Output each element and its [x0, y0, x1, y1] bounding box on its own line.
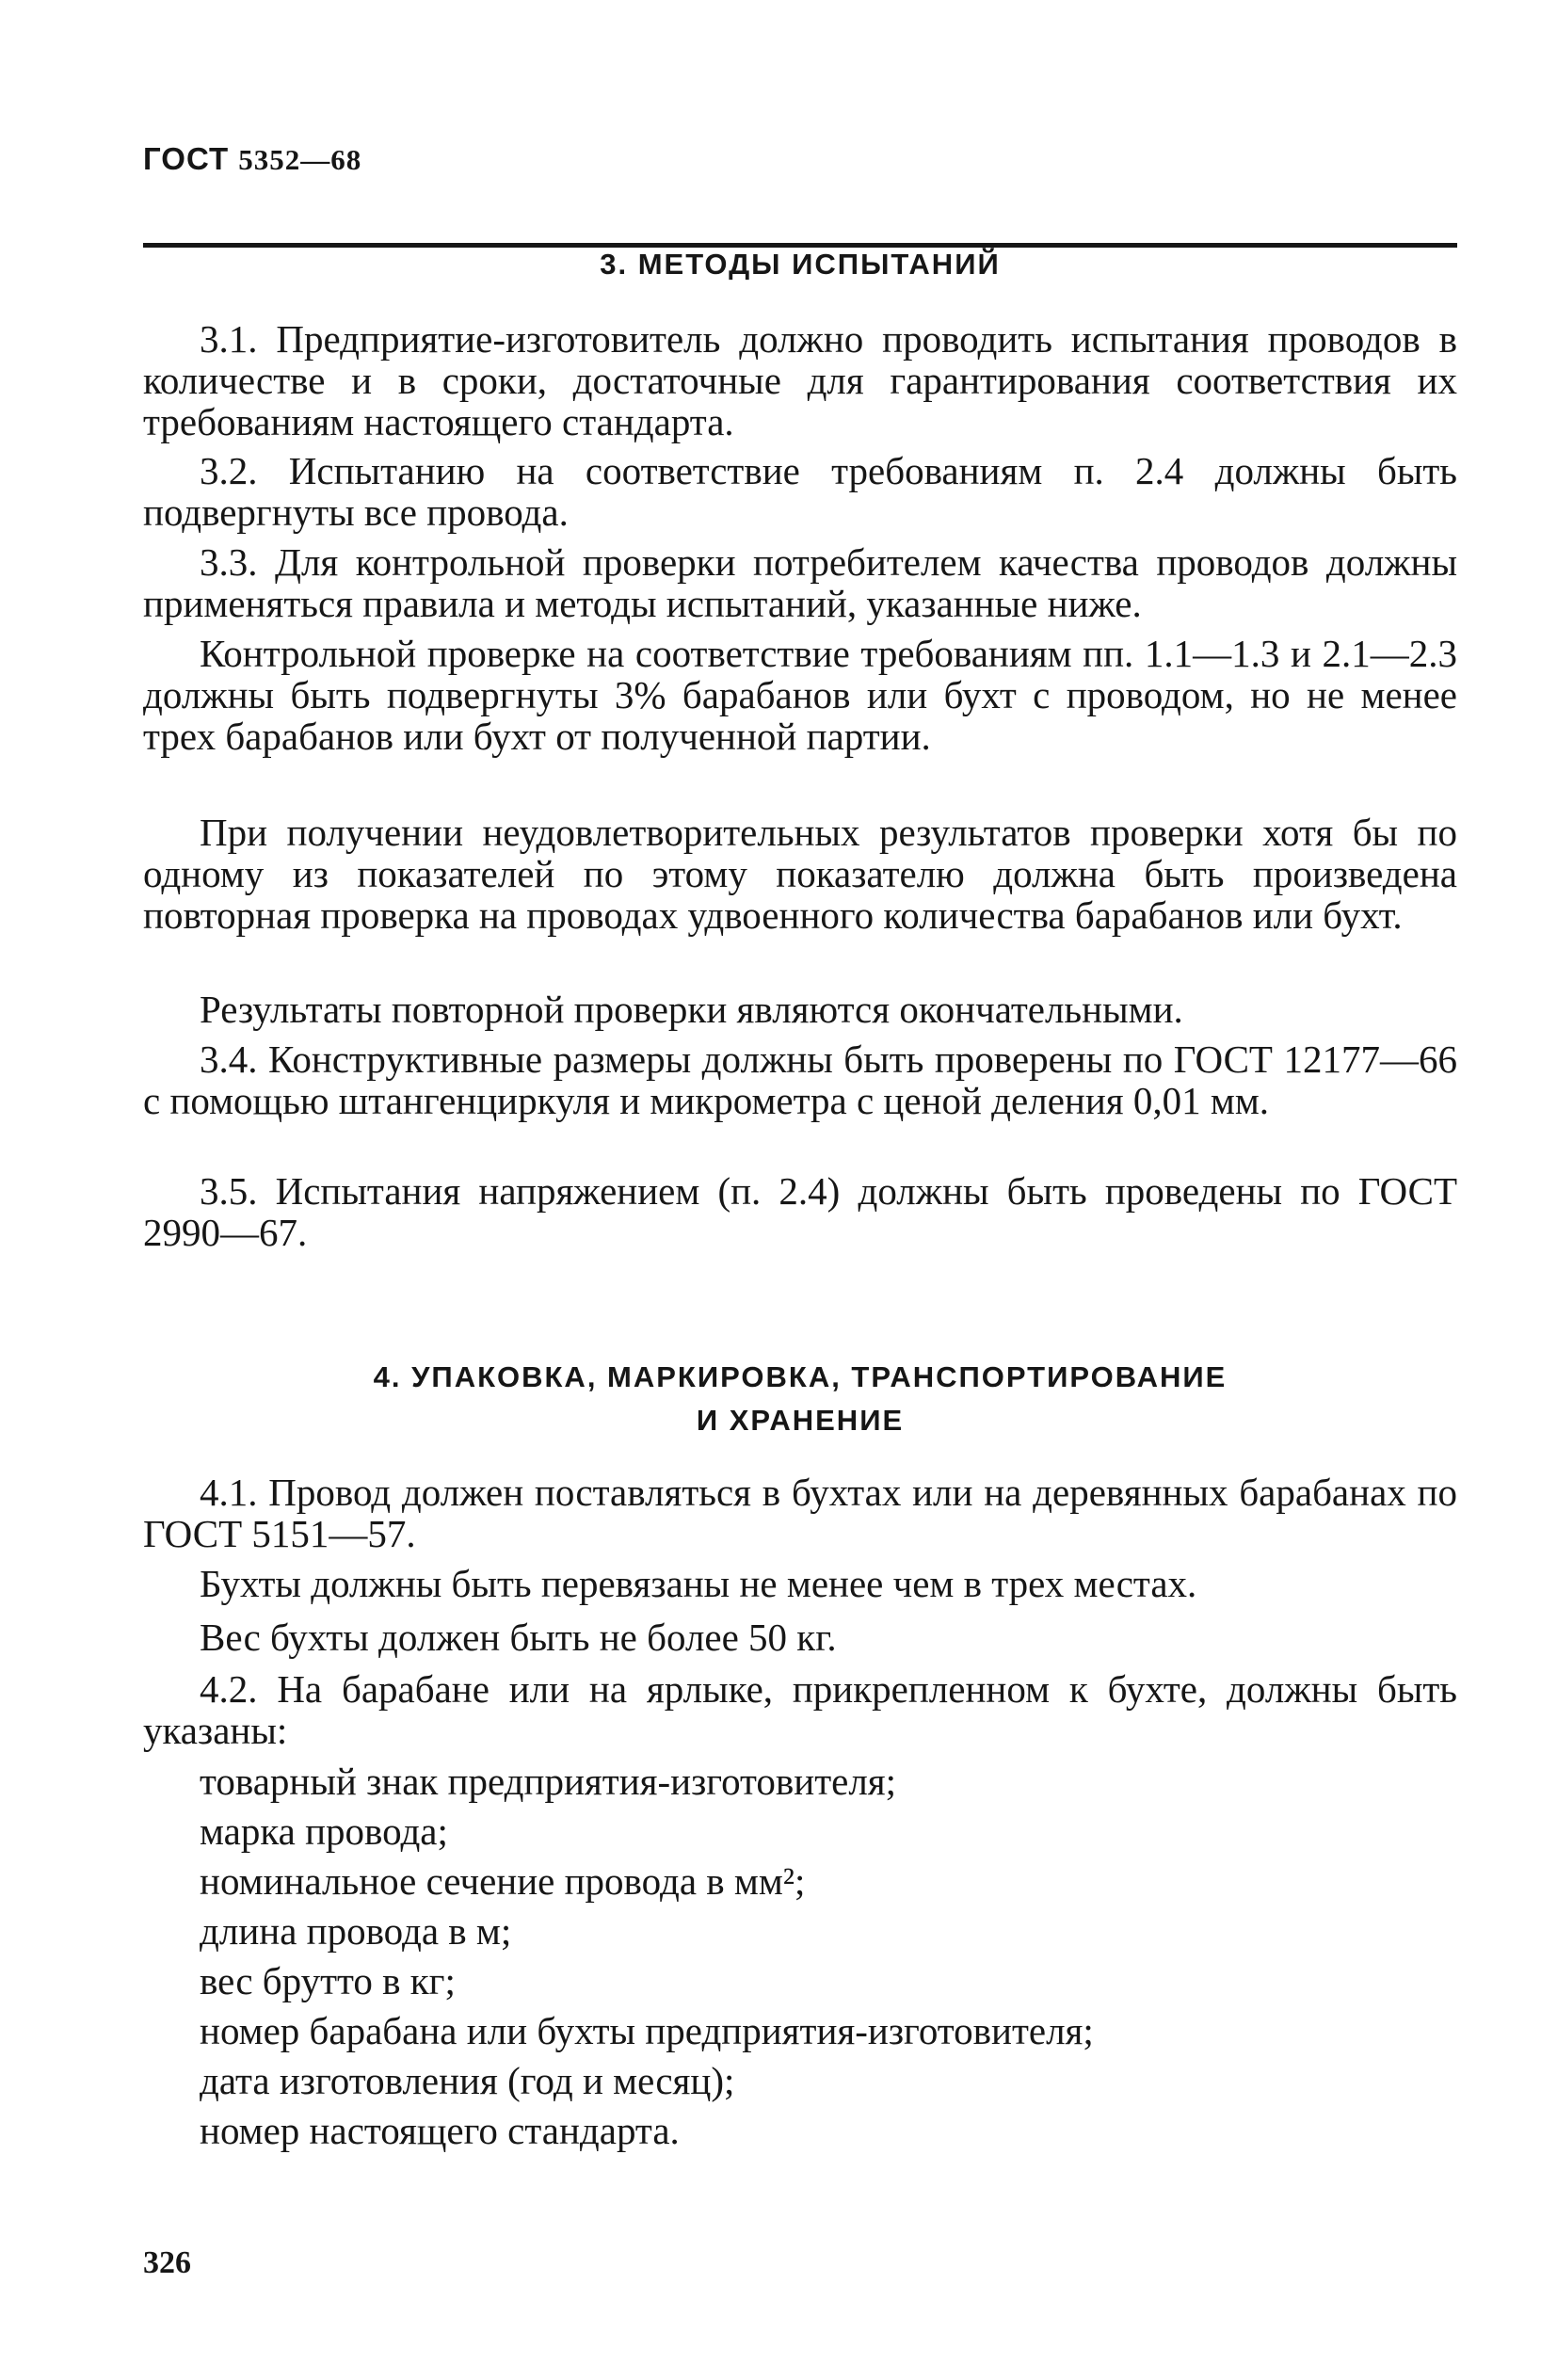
paragraph-3-3-repeat: При получении неудовлетворительных результатов проверки хотя бы по одному из показателей по этому показателю должна быть произведена повторная проверка на проводах удвоенного количества барабанов или бухт.	[143, 811, 1457, 937]
paragraph-3-3-final: Результаты повторной проверки являются окончательными.	[200, 988, 1183, 1031]
marking-list	[200, 1757, 1457, 2156]
list-item: номер настоящего стандарта.	[200, 2109, 680, 2152]
list-item: марка провода;	[200, 1809, 448, 1853]
list-item: дата изготовления (год и месяц);	[200, 2059, 735, 2102]
list-item: номинальное сечение провода в мм²;	[200, 1859, 806, 1903]
paragraph-3-5: 3.5. Испытания напряжением (п. 2.4) должны быть проведены по ГОСТ 2990—67.	[143, 1169, 1457, 1254]
paragraph-4-1-weight: Вес бухты должен быть не более 50 кг.	[200, 1616, 837, 1659]
section-3-title: 3. МЕТОДЫ ИСПЫТАНИЙ	[600, 248, 1001, 281]
header-number: 5352—68	[238, 143, 362, 176]
section-4-title-line2: И ХРАНЕНИЕ	[696, 1404, 905, 1437]
list-item: вес брутто в кг;	[200, 1959, 456, 2002]
list-item: номер барабана или бухты предприятия-изготовителя;	[200, 2009, 1094, 2052]
paragraph-4-2: 4.2. На барабане или на ярлыке, прикрепленном к бухте, должны быть указаны:	[143, 1667, 1457, 1752]
paragraph-3-3: 3.3. Для контрольной проверки потребителем качества проводов должны применяться правила и методы испытаний, указанные ниже.	[143, 540, 1457, 625]
page-number: 326	[143, 2245, 191, 2280]
paragraph-3-4: 3.4. Конструктивные размеры должны быть проверены по ГОСТ 12177—66 с помощью штангенциркуля и микрометра с ценой деления 0,01 мм.	[143, 1037, 1457, 1122]
list-item: длина провода в м;	[200, 1909, 512, 1953]
header-label: ГОСТ	[143, 141, 230, 176]
section-4-title-line1: 4. УПАКОВКА, МАРКИРОВКА, ТРАНСПОРТИРОВАНИЕ	[373, 1360, 1228, 1393]
page-header	[143, 141, 361, 177]
paragraph-4-1: 4.1. Провод должен поставляться в бухтах или на деревянных барабанах по ГОСТ 5151—57.	[143, 1471, 1457, 1555]
list-item: товарный знак предприятия-изготовителя;	[200, 1760, 897, 1803]
paragraph-4-1-tied: Бухты должны быть перевязаны не менее чем в трех местах.	[200, 1562, 1197, 1605]
section-4-title	[143, 1356, 1457, 1442]
paragraph-3-1: 3.1. Предприятие-изготовитель должно проводить испытания проводов в количестве и в сроки, достаточные для гарантирования соответствия их требованиям настоящего стандарта.	[143, 317, 1457, 443]
paragraph-3-2: 3.2. Испытанию на соответствие требованиям п. 2.4 должны быть подвергнуты все провода.	[143, 449, 1457, 534]
paragraph-3-3-control: Контрольной проверке на соответствие требованиям пп. 1.1—1.3 и 2.1—2.3 должны быть подвергнуты 3% барабанов или бухт с проводом, но не менее трех барабанов или бухт от полученной партии.	[143, 632, 1457, 758]
